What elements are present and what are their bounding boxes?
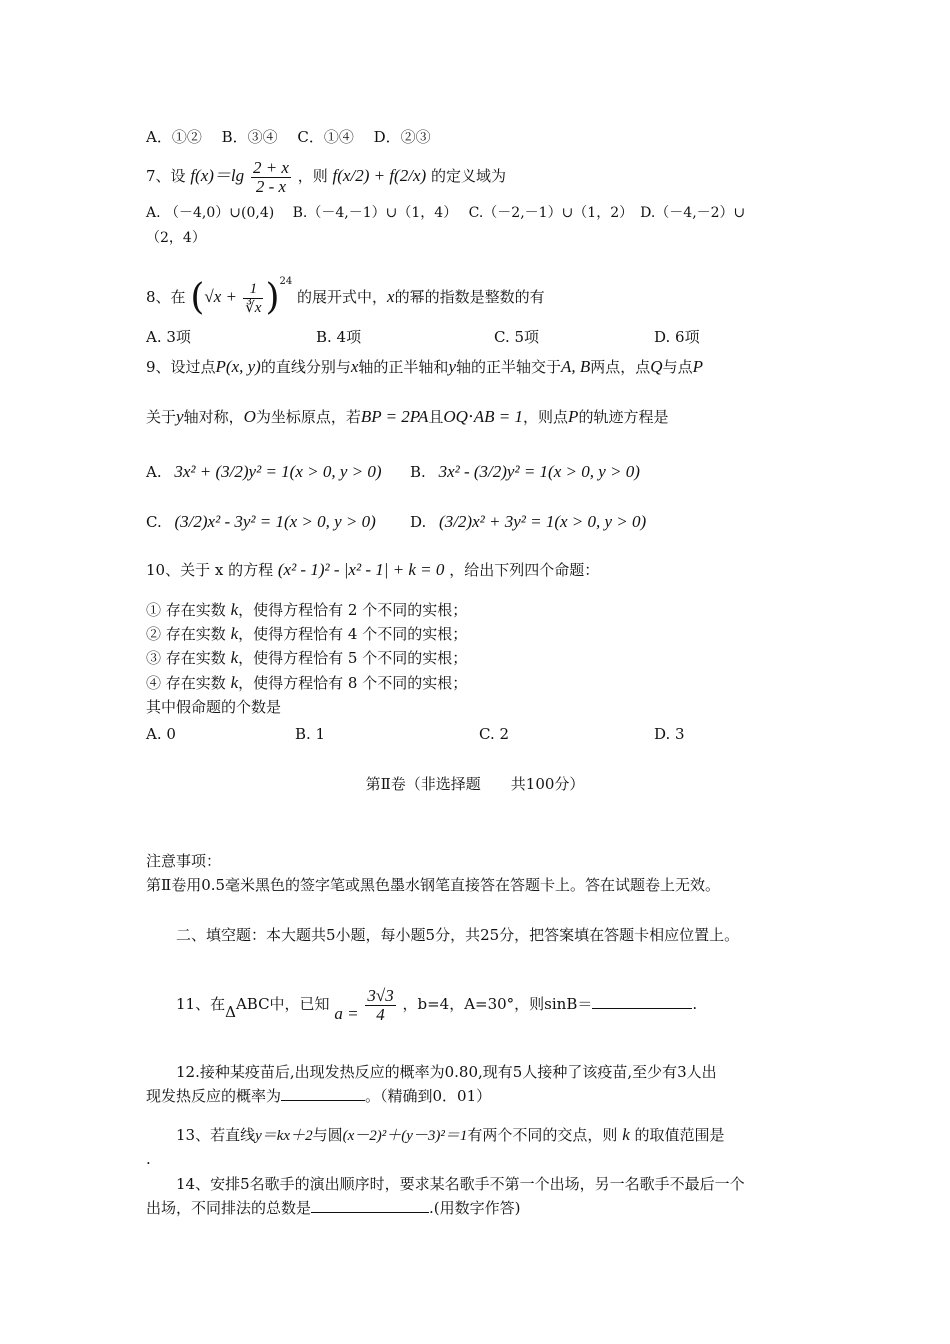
q12-text: 现发热反应的概率为 — [146, 1087, 282, 1105]
q7-mid: ，则 — [297, 167, 328, 185]
q11-fraction — [365, 987, 395, 1024]
q7-frac-den: 2 - x — [255, 176, 287, 196]
part2-title: 第Ⅱ卷（非选择题 共100分） — [365, 775, 585, 793]
q11-suffix: ，b=4，A=30°，则sinB＝ — [402, 995, 593, 1013]
q10-text: 存在实数 — [165, 625, 226, 643]
q9-ab: A, B — [561, 357, 591, 376]
q9-text: 关于 — [146, 408, 177, 426]
q8-exponent: 24 — [279, 276, 293, 287]
q10-option-c: C. 2 — [479, 725, 510, 743]
q13-text: 与圆 — [312, 1126, 343, 1144]
q14-text: 出场，不同排法的总数是 — [146, 1199, 312, 1217]
q8-option-b: B. 4项 — [316, 328, 362, 346]
q7-options-line2: （2，4） — [146, 230, 206, 246]
q9-option-b-expr: 3x² - (3/2)y² = 1(x > 0, y > 0) — [438, 462, 640, 481]
q9-option-a-expr: 3x² + (3/2)y² = 1(x > 0, y > 0) — [174, 462, 382, 481]
q10-item-3 — [146, 648, 467, 668]
q10-text: 存在实数 — [165, 601, 226, 619]
q10-item-2 — [146, 624, 467, 644]
q9-line1 — [146, 352, 703, 382]
question-11 — [176, 982, 697, 1026]
q12-line1: 12.接种某疫苗后,出现发热反应的概率为0.80,现有5人接种了该疫苗,至少有3人出 — [176, 1063, 717, 1081]
q14-answer-blank[interactable] — [311, 1198, 429, 1213]
q9-option-b-label: B. — [410, 463, 426, 481]
q11-delta: Δ — [225, 1003, 236, 1021]
q9-text: 轴的正半轴和 — [358, 358, 449, 376]
q12-answer-blank[interactable] — [281, 1086, 365, 1101]
q9-option-a — [146, 462, 382, 482]
q10-item-4 — [146, 673, 467, 693]
q9-y: y — [448, 357, 456, 376]
q9-line2 — [146, 402, 668, 432]
q9-option-d — [410, 512, 646, 532]
q10-option-b: B. 1 — [295, 725, 326, 743]
q9-text: 轴对称， — [183, 408, 244, 426]
q9-option-c-expr: (3/2)x² - 3y² = 1(x > 0, y > 0) — [174, 512, 376, 531]
q13-text: 13、若直线 — [176, 1126, 256, 1144]
q10-mark: ④ — [146, 674, 162, 692]
q9-y: y — [176, 407, 184, 426]
q10-option-a: A. 0 — [146, 725, 176, 743]
q9-text: 与点 — [662, 358, 693, 376]
q11-frac-den: 4 — [376, 1004, 385, 1024]
q8-binomial: √x + $\frac{1}{∛x}$ — [204, 280, 262, 316]
q9-option-d-label: D. — [410, 513, 427, 531]
q10-prefix: 10、关于 x 的方程 — [146, 561, 274, 579]
q12-line2 — [146, 1086, 491, 1106]
q10-text: ，使得方程恰有 8 个不同的实根； — [238, 674, 468, 692]
notes-text: 第Ⅱ卷用0.5毫米黑色的签字笔或黑色墨水钢笔直接答在答题卡上。答在试题卷上无效。 — [146, 876, 721, 894]
q10-k: k — [230, 648, 239, 667]
q13-circle-eq: (x－2)²＋(y－3)²＝1 — [342, 1128, 468, 1144]
q14-line1: 14、安排5名歌手的演出顺序时，要求某名歌手不第一个出场，另一名歌手不最后一个 — [176, 1175, 745, 1193]
q7-prefix: 7、设 — [146, 167, 186, 185]
q10-k: k — [230, 624, 239, 643]
q8-suffix-pre: 的展开式中， — [297, 288, 388, 306]
q10-item-1 — [146, 600, 467, 620]
q8-option-c: C. 5项 — [494, 328, 540, 346]
q10-k: k — [230, 673, 239, 692]
q9-text: 为坐标原点，若 — [255, 408, 361, 426]
q10-ask: 其中假命题的个数是 — [146, 698, 282, 716]
q11-prefix: 11、在 — [176, 995, 226, 1013]
q10-text: 存在实数 — [165, 674, 226, 692]
q9-text: 的直线分别与 — [260, 358, 351, 376]
q8-prefix: 8、在 — [146, 288, 186, 306]
q13-line-eq: y＝kx＋2 — [255, 1128, 313, 1144]
q13-text: 有两个不同的交点，则 — [467, 1126, 618, 1144]
q13-line1 — [176, 1125, 725, 1146]
q14-text: .(用数字作答) — [429, 1199, 521, 1217]
question-10 — [146, 558, 599, 582]
q14-line2 — [146, 1198, 521, 1218]
q11-abc: ABC中，已知 — [235, 995, 330, 1013]
q10-mark: ② — [146, 625, 162, 643]
q9-bp-eq: BP = 2PA — [360, 407, 429, 426]
q10-text: ，使得方程恰有 2 个不同的实根； — [238, 601, 468, 619]
q9-option-a-label: A. — [146, 463, 162, 481]
q10-suffix: ，给出下列四个命题： — [449, 561, 600, 579]
q9-option-c-label: C. — [146, 513, 162, 531]
q9-text: 轴的正半轴交于 — [455, 358, 561, 376]
notes-title: 注意事项： — [146, 852, 222, 870]
q11-a-eq: a = — [334, 1004, 359, 1023]
q11-frac-num: 3√3 — [367, 985, 394, 1005]
q10-equation: (x² - 1)² - |x² - 1| + k = 0 — [277, 560, 445, 579]
q12-text: 。（精确到0．01） — [365, 1087, 492, 1105]
q8-option-d: D. 6项 — [654, 328, 700, 346]
q8-var: x — [387, 287, 395, 306]
q13-line2: . — [146, 1150, 151, 1168]
q9-text: 的轨迹方程是 — [578, 408, 669, 426]
q9-option-d-expr: (3/2)x² + 3y² = 1(x > 0, y > 0) — [439, 512, 647, 531]
q9-dot-eq: OQ⋅AB = 1 — [443, 407, 524, 426]
q8-option-a: A. 3项 — [146, 328, 191, 346]
q9-p: P — [568, 407, 579, 426]
question-7 — [146, 158, 506, 194]
question-8: 8、在 (√x + $\frac{1}{∛x}$ )$^{24}$ 的展开式中，x的幂的指数是整数的有 — [146, 276, 545, 318]
q11-end: . — [692, 995, 698, 1013]
q7-suffix: 的定义域为 — [430, 167, 506, 185]
q10-mark: ③ — [146, 649, 162, 667]
q9-text: ，则点 — [523, 408, 569, 426]
q10-text: ，使得方程恰有 5 个不同的实根； — [238, 649, 468, 667]
q9-q: Q — [650, 357, 663, 376]
q10-text: 存在实数 — [165, 649, 226, 667]
q9-option-c — [146, 512, 376, 532]
q10-text: ，使得方程恰有 4 个不同的实根； — [238, 625, 468, 643]
q9-p: P — [692, 357, 703, 376]
q10-k: k — [230, 600, 239, 619]
q7-frac-num: 2 + x — [252, 157, 289, 177]
section-2-heading: 二、填空题：本大题共5小题，每小题5分，共25分，把答案填在答题卡相应位置上。 — [176, 926, 740, 944]
q9-text: 且 — [428, 408, 444, 426]
q9-option-b — [410, 462, 640, 482]
q10-mark: ① — [146, 601, 162, 619]
q9-x: x — [350, 357, 359, 376]
q7-fraction — [251, 159, 291, 196]
q11-answer-blank[interactable] — [592, 994, 692, 1009]
q7-expr: f(x/2) + f(2/x) — [332, 166, 427, 185]
q13-k: k — [622, 1125, 630, 1144]
q13-text: 的取值范围是 — [634, 1126, 725, 1144]
q9-point-p: P(x, y) — [215, 357, 261, 376]
q6-options: A．①② B．③④ C．①④ D．②③ — [146, 128, 431, 146]
q8-suffix: 的幂的指数是整数的有 — [394, 288, 545, 306]
q9-text: 两点，点 — [590, 358, 651, 376]
q9-o: O — [243, 407, 256, 426]
q7-func: f(x)＝lg — [190, 166, 245, 185]
q10-option-d: D. 3 — [654, 725, 685, 743]
q9-text: 9、设过点 — [146, 358, 216, 376]
q7-options-line1: A. （－4,0）∪(0,4) B.（－4,－1）∪（1，4） C.（－2,－1）∪（1，2） D.（－4,－2）∪ — [146, 205, 746, 221]
